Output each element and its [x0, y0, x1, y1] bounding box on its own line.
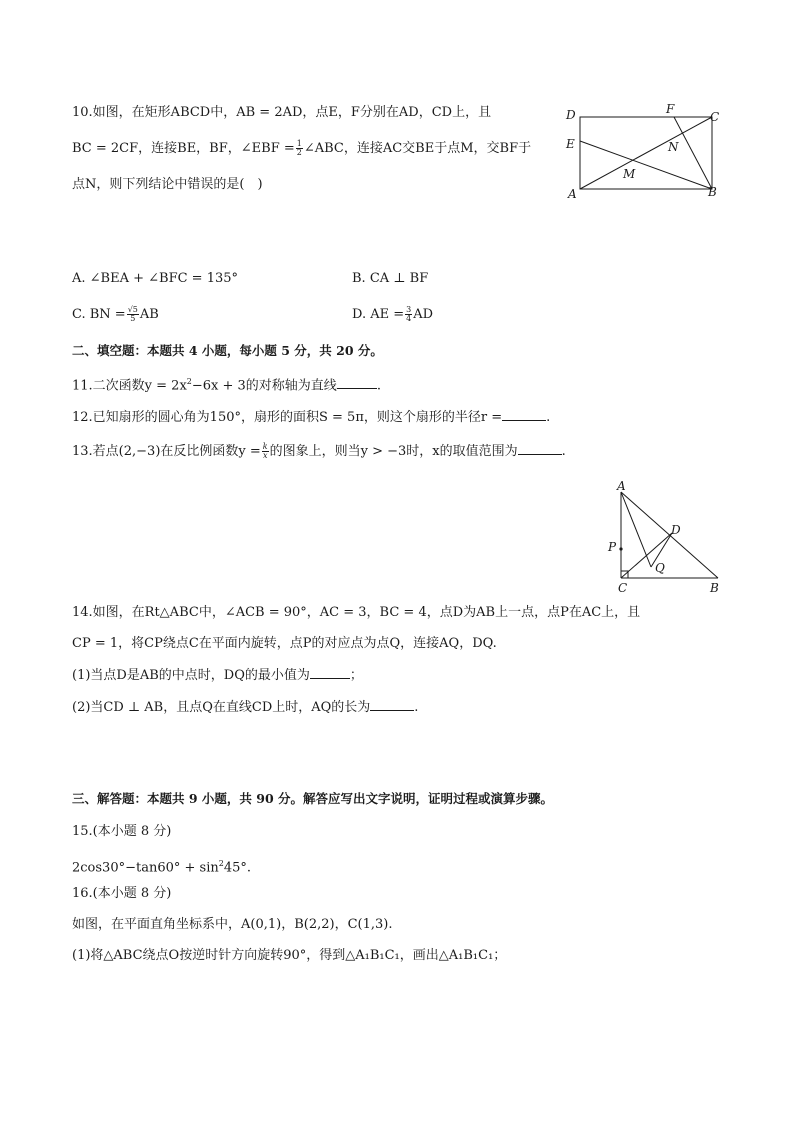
label-A: A — [568, 187, 577, 201]
q12-answer-blank[interactable] — [502, 408, 546, 421]
q10-option-d: D. AE = $\frac{3}{4}$ AD — [352, 305, 434, 323]
q10-line2-end: ∠ABC，连接AC交BE于点M，交BF于 — [303, 141, 532, 156]
label-D: D — [671, 523, 681, 537]
label-C: C — [618, 581, 628, 595]
q10-fraction: $\frac{1}{2}$ — [296, 139, 302, 157]
label-Q: Q — [655, 561, 665, 575]
q10-line2-start: BC = 2CF，连接BE，BF，∠EBF = — [72, 141, 295, 156]
q13-fraction: $\frac{k}{x}$ — [262, 442, 268, 460]
q11: 11.二次函数$y = 2x^2-6x + 3$的对称轴为直线 . — [72, 377, 381, 394]
q13: 13.若点(2,−3)在反比例函数y = $\frac{k}{x}$ 的图象上，则当y > −3时，x的取值范围为 . — [72, 442, 566, 460]
q10-option-b: B. CA ⊥ BF — [352, 271, 429, 286]
label-P: P — [608, 540, 617, 554]
label-C: C — [710, 110, 720, 124]
section2-heading: 二、填空题：本题共 4 小题，每小题 5 分，共 20 分。 — [72, 343, 383, 358]
option-d-fraction: $\frac{3}{4}$ — [406, 305, 412, 323]
label-A: A — [617, 479, 626, 493]
label-B: B — [710, 581, 719, 595]
q10-option-c: C. BN = $\frac{√5}{5}$ AB — [72, 305, 159, 323]
q12: 12.已知扇形的圆心角为150°，扇形的面积S = 5π，则这个扇形的半径r = . — [72, 410, 551, 425]
q10-rectangle-figure — [562, 102, 732, 202]
label-N: N — [668, 140, 679, 154]
label-E: E — [566, 137, 575, 151]
q14-sub2-answer-blank[interactable] — [370, 698, 414, 711]
q10-line2 — [72, 140, 531, 158]
q13-answer-blank[interactable] — [518, 442, 562, 455]
label-F: F — [666, 102, 675, 116]
q16-line2: (1)将△ABC绕点O按逆时针方向旋转90°，得到△A₁B₁C₁，画出△A₁B₁C₁； — [72, 948, 507, 963]
q11-answer-blank[interactable] — [337, 376, 377, 389]
label-M: M — [623, 167, 636, 181]
q14-line2: CP = 1，将CP绕点C在平面内旋转，点P的对应点为点Q，连接AQ，DQ. — [72, 636, 497, 651]
q14-sub1: (1)当点D是AB的中点时，DQ的最小值为 ； — [72, 668, 363, 683]
q10-line3: 点N，则下列结论中错误的是( ) — [72, 177, 263, 192]
q10-line1: 10.如图，在矩形ABCD中，AB = 2AD，点E，F分别在AD，CD上，且 — [72, 105, 492, 120]
section3-heading: 三、解答题：本题共 9 小题，共 90 分。解答应写出文字说明，证明过程或演算步骤。 — [72, 791, 554, 806]
option-c-fraction: $\frac{√5}{5}$ — [127, 305, 138, 323]
q14-sub1-answer-blank[interactable] — [310, 666, 350, 679]
q14-triangle-figure — [605, 478, 725, 596]
q16-title: 16.(本小题 8 分) — [72, 886, 172, 901]
q15-expression: $2\cos 30^\circ-\tan 60^\circ + \sin^245^\circ$. — [72, 859, 252, 876]
q14-sub2: (2)当CD ⊥ AB，且点Q在直线CD上时，AQ的长为 . — [72, 700, 419, 715]
q15-title: 15.(本小题 8 分) — [72, 824, 172, 839]
q10-option-a: A. ∠BEA + ∠BFC = 135° — [72, 271, 239, 286]
q14-line1: 14.如图，在Rt△ABC中，∠ACB = 90°，AC = 3，BC = 4，点D为AB上一点，点P在AC上，且 — [72, 605, 641, 620]
label-D: D — [566, 108, 576, 122]
label-B: B — [708, 185, 717, 199]
q16-line1: 如图，在平面直角坐标系中，A(0,1)，B(2,2)，C(1,3). — [72, 917, 393, 932]
